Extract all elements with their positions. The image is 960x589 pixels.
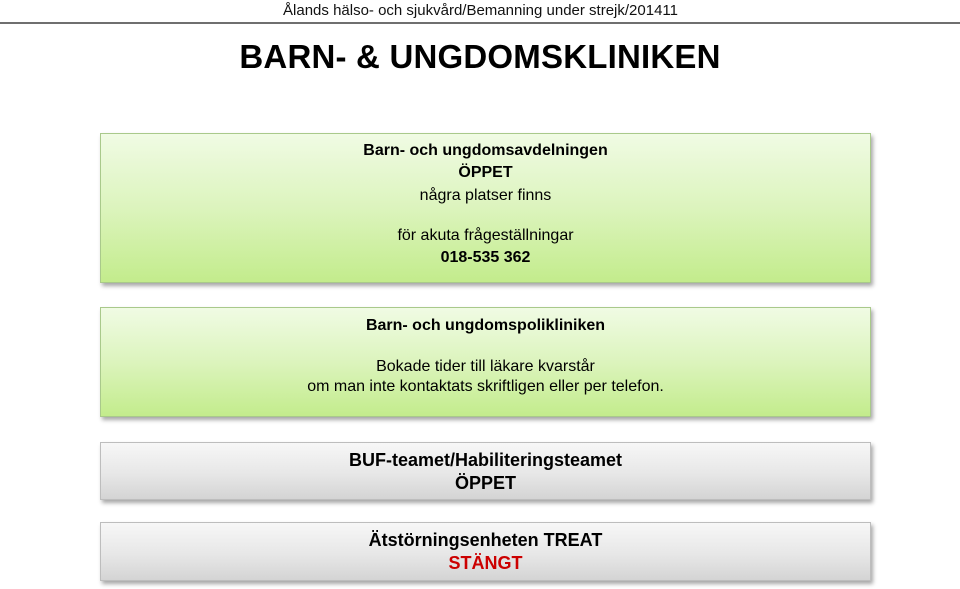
treat-heading: Ätstörningsenheten TREAT [368,530,603,550]
header-divider [0,22,960,24]
outpatient-line-1: Bokade tider till läkare kvarstår [376,358,595,375]
outpatient-heading: Barn- och ungdomspolikliniken [365,317,606,334]
info-box-treat [100,522,871,581]
info-box-buf-team [100,442,871,500]
buf-team-heading: BUF-teamet/Habiliteringsteamet [348,450,623,470]
ward-heading: Barn- och ungdomsavdelningen [363,142,608,159]
ward-status: ÖPPET [458,164,513,181]
document-header: Ålands hälso- och sjukvård/Bemanning under strejk/201411 [283,2,678,19]
info-box-ward [100,133,871,283]
page-title: BARN- & UNGDOMSKLINIKEN [239,38,721,75]
info-box-outpatient [100,307,871,417]
outpatient-line-2: om man inte kontaktats skriftligen eller per telefon. [307,378,664,395]
ward-purpose: för akuta frågeställningar [397,227,574,244]
ward-phone: 018-535 362 [440,249,531,266]
buf-team-status: ÖPPET [454,473,516,493]
ward-availability: några platser finns [419,187,552,204]
treat-status: STÄNGT [448,553,523,573]
